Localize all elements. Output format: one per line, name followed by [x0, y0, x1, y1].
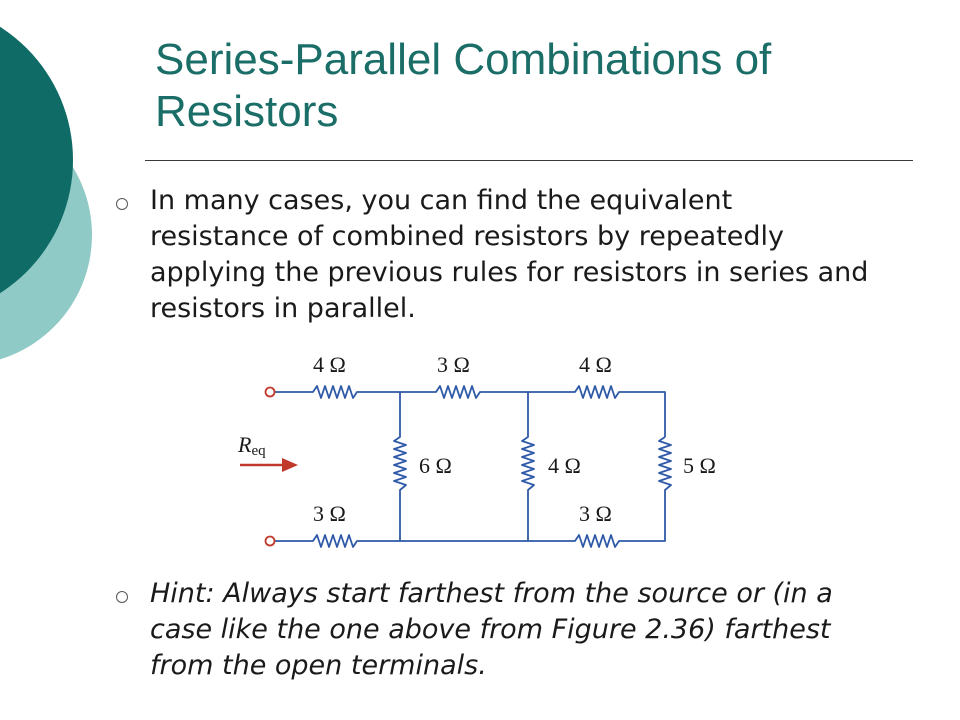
terminal-top [266, 388, 275, 397]
bullet-text-1: In many cases, you can find the equivalent resistance of combined resistors by repeatedly applying the previous rules for resistors in series and resistors in parallel. [150, 185, 869, 324]
req-label [237, 432, 266, 459]
resistor-label-top-left: 4 Ω [313, 352, 346, 377]
resistor-label-shunt-left: 6 Ω [419, 453, 452, 478]
top-wire [274, 386, 665, 437]
resistor-label-top-middle: 3 Ω [437, 352, 470, 377]
resistor-label-shunt-middle: 4 Ω [548, 453, 581, 478]
resistor-label-top-right: 4 Ω [579, 352, 612, 377]
resistor-label-bottom-left: 3 Ω [313, 501, 346, 526]
req-arrow-head [282, 458, 298, 472]
terminal-bottom [266, 537, 275, 546]
bullet-text-2: Hint: Always start farthest from the source or (in a case like the one above from Figure 2.36) farthest from the open terminals. [150, 578, 833, 681]
bullet-circle-icon [116, 591, 128, 603]
shunt-middle-wire [522, 392, 534, 541]
resistor-label-shunt-right: 5 Ω [683, 453, 716, 478]
resistor-label-bottom-right: 3 Ω [579, 501, 612, 526]
req-symbol: R [238, 432, 252, 457]
slide-title: Series-Parallel Combinations of Resistors [155, 35, 772, 136]
shunt-right-wire [659, 437, 671, 496]
req-subscript: eq [251, 443, 266, 459]
shunt-left-wire [394, 392, 406, 541]
